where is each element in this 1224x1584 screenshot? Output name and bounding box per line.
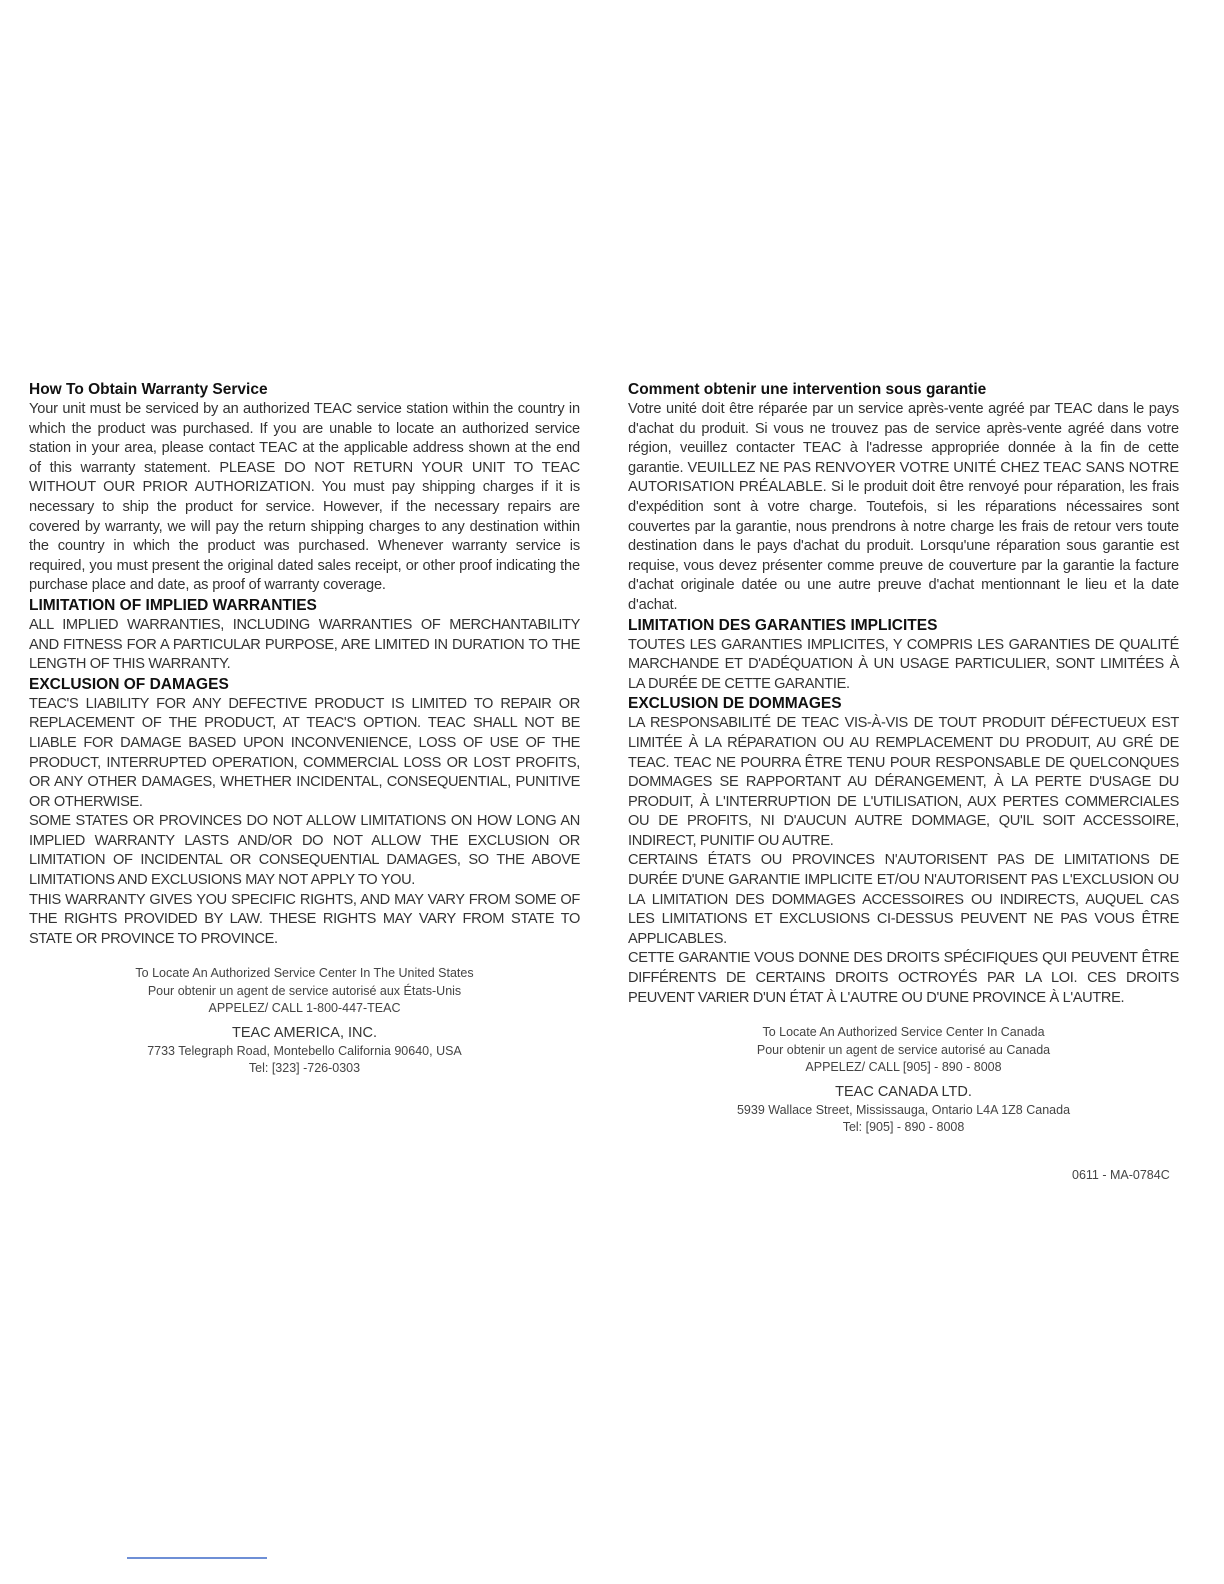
section-body-exclusion-damages-1: TEAC'S LIABILITY FOR ANY DEFECTIVE PRODUCT IS LIMITED TO REPAIR OR REPLACEMENT OF THE PRODUCT, AT TEAC'S OPTION. TEAC SHALL NOT BE LIABLE FOR DAMAGE BASED UPON INCONVENIENCE, LOSS OF USE OF THE PRODUCT, INTERRUPTED OPERATION, COMMERCIAL LOSS OR LOST PROFITS, OR ANY OTHER DAMAGES, WHETHER INCIDENTAL, CONSEQUENTIAL, PUNITIVE OR OTHERWISE.: [29, 695, 580, 810]
section-body-exclusion-damages-3: THIS WARRANTY GIVES YOU SPECIFIC RIGHTS, AND MAY VARY FROM SOME OF THE RIGHTS PROVIDED BY LAW. THESE RIGHTS MAY VARY FROM STATE TO STATE OR PROVINCE TO PROVINCE.: [29, 891, 580, 947]
contact-company-name: TEAC AMERICA, INC.: [231, 1024, 378, 1041]
section-body-implied-warranties: ALL IMPLIED WARRANTIES, INCLUDING WARRANTIES OF MERCHANTABILITY AND FITNESS FOR A PARTICULAR PURPOSE, ARE LIMITED IN DURATION TO THE LENGTH OF THIS WARRANTY.: [29, 616, 580, 673]
section-body-exclusion-damages-fr-3: CETTE GARANTIE VOUS DONNE DES DROITS SPÉCIFIQUES QUI PEUVENT ÊTRE DIFFÉRENTS DE CERTAINS DROITS OCTROYÉS PAR LA LOI. CES DROITS PEUVENT VARIER D'UN ÉTAT À L'AUTRE OU D'UNE PROVINCE À L'AUTRE.: [628, 950, 1179, 1006]
contact-call-line: APPELEZ/ CALL [905] - 890 - 8008: [805, 1060, 1002, 1075]
section-heading-implied-warranties: LIMITATION OF IMPLIED WARRANTIES: [29, 596, 317, 614]
contact-locate-line-fr: Pour obtenir un agent de service autorisé au Canada: [756, 1042, 1051, 1057]
section-body-obtain-service: Your unit must be serviced by an authorized TEAC service station within the country in which the product was purchased. If you are unable to locate an authorized service station in your area, please contact TEAC at the applicable address shown at the end of this warranty statement. PLEASE DO NOT RETURN YOUR UNIT TO TEAC WITHOUT OUR PRIOR AUTHORIZATION. You must pay shipping charges if it is necessary to ship the product for service. However, if the necessary repairs are covered by warranty, we will pay the return shipping charges to any destination within the country in which the product was purchased. Whenever warranty service is required, you must present the original dated sales receipt, or other proof indicating the purchase place and date, as proof of warranty coverage.: [29, 401, 580, 594]
section-heading-implied-warranties-fr: LIMITATION DES GARANTIES IMPLICITES: [628, 616, 938, 634]
decorative-blue-line: [127, 1557, 267, 1559]
contact-locate-line-fr: Pour obtenir un agent de service autorisé aux États-Unis: [147, 983, 462, 998]
section-body-obtain-service-fr: Votre unité doit être réparée par un service après-vente agréé par TEAC dans le pays d'achat du produit. Si vous ne trouvez pas de service après-vente agréé dans votre région, veuillez contacter TEAC à l'adresse appropriée donnée à la fin de cette garantie. VEUILLEZ NE PAS RENVOYER VOTRE UNITÉ CHEZ TEAC SANS NOTRE AUTORISATION PRÉALABLE. Si le produit doit être renvoyé pour réparation, les frais d'expédition sont à votre charge. Toutefois, si les réparations nécessaires sont couvertes par la garantie, nous prendrons à notre charge les frais de retour vers toute destination dans le pays d'achat du produit. Lorsqu'une réparation sous garantie est requise, vous devez présenter comme preuve de couverture par la garantie la facture d'achat originale datée ou une autre preuve d'achat mentionnant le lieu et la date d'achat.: [628, 401, 1179, 613]
contact-locate-line: To Locate An Authorized Service Center In Canada: [762, 1025, 1045, 1040]
contact-locate-line: To Locate An Authorized Service Center In The United States: [135, 966, 474, 981]
contact-company-name: TEAC CANADA LTD.: [835, 1083, 972, 1100]
contact-telephone: Tel: [905] - 890 - 8008: [842, 1120, 965, 1135]
contact-telephone: Tel: [323] -726-0303: [248, 1061, 361, 1076]
section-heading-exclusion-damages-fr: EXCLUSION DE DOMMAGES: [628, 695, 842, 713]
french-warranty-column: [628, 380, 1179, 1137]
section-body-implied-warranties-fr: TOUTES LES GARANTIES IMPLICITES, Y COMPRIS LES GARANTIES DE QUALITÉ MARCHANDE ET D'ADÉQUATION À UN USAGE PARTICULIER, SONT LIMITÉES À LA DURÉE DE CETTE GARANTIE.: [628, 636, 1179, 692]
english-warranty-column: [29, 380, 580, 1078]
section-heading-obtain-service: How To Obtain Warranty Service: [29, 381, 268, 398]
section-body-exclusion-damages-fr-1: LA RESPONSABILITÉ DE TEAC VIS-À-VIS DE TOUT PRODUIT DÉFECTUEUX EST LIMITÉE À LA RÉPARATION OU AU REMPLACEMENT DU PRODUIT, AU GRÉ DE TEAC. TEAC NE POURRA ÊTRE TENU POUR RESPONSABLE DE QUELCONQUES DOMMAGES SE RAPPORTANT AU DÉRANGEMENT, À LA PERTE D'USAGE DU PRODUIT, À L'INTERRUPTION DE L'UTILISATION, AUX PERTES COMMERCIALES OU DE PROFITS, NI D'AUCUN AUTRE DOMMAGE, QU'IL SOIT ACCESSOIRE, INDIRECT, PUNITIF OU AUTRE.: [628, 715, 1179, 849]
section-body-exclusion-damages-2: SOME STATES OR PROVINCES DO NOT ALLOW LIMITATIONS ON HOW LONG AN IMPLIED WARRANTY LASTS AND/OR DO NOT ALLOW THE EXCLUSION OR LIMITATION OF INCIDENTAL OR CONSEQUENTIAL DAMAGES, SO THE ABOVE LIMITATIONS AND EXCLUSIONS MAY NOT APPLY TO YOU.: [29, 813, 580, 889]
us-service-contact: [29, 965, 580, 1078]
canada-service-contact: [628, 1024, 1179, 1137]
contact-call-line: APPELEZ/ CALL 1-800-447-TEAC: [208, 1001, 401, 1016]
section-heading-exclusion-damages: EXCLUSION OF DAMAGES: [29, 675, 229, 693]
document-number: 0611 - MA-0784C: [1072, 1168, 1170, 1182]
contact-address: 5939 Wallace Street, Mississauga, Ontario L4A 1Z8 Canada: [736, 1102, 1071, 1117]
section-body-exclusion-damages-fr-2: CERTAINS ÉTATS OU PROVINCES N'AUTORISENT PAS DE LIMITATIONS DE DURÉE D'UNE GARANTIE IMPLICITE ET/OU N'AUTORISENT PAS L'EXCLUSION OU LA LIMITATION DES DOMMAGES ACCESSOIRES OU INDIRECTS, AUQUEL CAS LES LIMITATIONS ET EXCLUSIONS CI-DESSUS PEUVENT NE PAS VOUS ÊTRE APPLICABLES.: [628, 852, 1179, 947]
section-heading-obtain-service-fr: Comment obtenir une intervention sous garantie: [628, 381, 987, 398]
contact-address: 7733 Telegraph Road, Montebello California 90640, USA: [147, 1043, 462, 1058]
